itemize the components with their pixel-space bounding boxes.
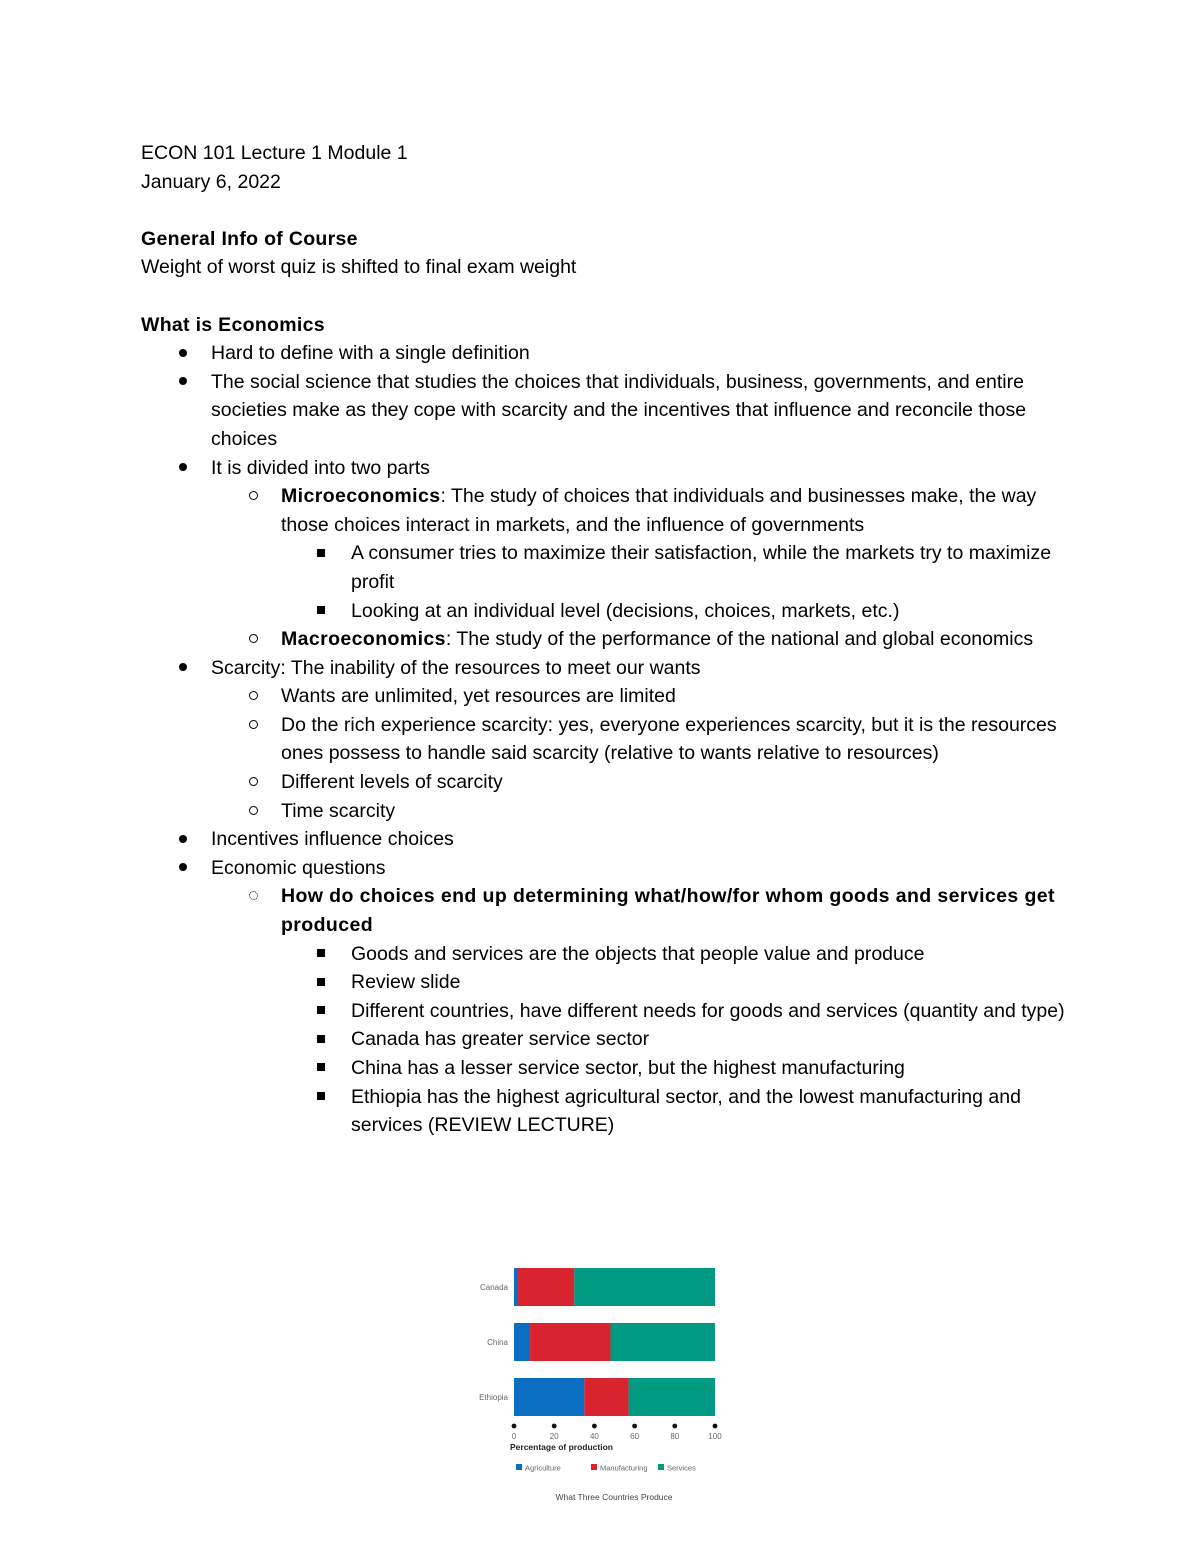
list-item: A consumer tries to maximize their satisfaction, while the markets try to maximize profit [281, 539, 1071, 596]
bullet-circle-icon [243, 882, 263, 911]
bar-ethiopia-agriculture [514, 1378, 584, 1416]
section-heading-general-info: General Info of Course [141, 227, 358, 250]
bar-canada-agriculture [514, 1268, 518, 1306]
bar-china-services [610, 1323, 715, 1361]
bullet-square-icon [311, 1054, 331, 1083]
economics-bullet-list [141, 339, 1071, 1140]
document-body [141, 139, 1071, 1140]
term-macroeconomics: Macroeconomics [281, 628, 446, 651]
x-tick-dot-80 [672, 1424, 677, 1429]
legend-swatch-agriculture [516, 1464, 522, 1470]
section-heading-what-is-economics: What is Economics [141, 313, 325, 336]
bullet-circle-icon [243, 625, 263, 654]
bullet-square-icon [311, 1025, 331, 1054]
bullet-disc-icon [173, 339, 193, 368]
list-item: Different levels of scarcity [211, 768, 1071, 797]
list-item: Canada has greater service sector [281, 1025, 1071, 1054]
legend-label-services: Services [667, 1463, 696, 1473]
bar-china-manufacturing [530, 1323, 610, 1361]
list-item: Review slide [281, 968, 1071, 997]
category-label-china: China [487, 1338, 508, 1347]
category-label-canada: Canada [479, 1283, 508, 1292]
bullet-disc-icon [173, 654, 193, 683]
list-item: Do the rich experience scarcity: yes, everyone experiences scarcity, but it is the resources ones possess to handle said scarcity (relative to wants relative to resources) [211, 711, 1071, 768]
bullet-circle-icon [243, 482, 263, 511]
general-info-text: Weight of worst quiz is shifted to final exam weight [141, 256, 577, 279]
x-tick-label-20: 20 [549, 1432, 559, 1441]
list-item: Microeconomics: The study of choices that individuals and businesses make, the way those choices interact in markets, and the influence of governments A consumer tries to maximize their satisfaction, while the markets try to maximize profit Looking at an individual level (decisions, choices, markets, etc.) [211, 482, 1071, 625]
list-item: Scarcity: The inability of the resources to meet our wants Wants are unlimited, yet resources are limited Do the rich experience scarcity: yes, everyone experiences scarcity, but it is the resources ones possess to handle said scarcity (relative to wants relative to resources) Different levels of scarcity Time scarcity [141, 654, 1071, 826]
legend-label-agriculture: Agriculture [525, 1463, 561, 1473]
chart-caption: What Three Countries Produce [555, 1492, 673, 1502]
list-item: Wants are unlimited, yet resources are limited [211, 682, 1071, 711]
list-item: The social science that studies the choices that individuals, business, governments, and entire societies make as they cope with scarcity and the incentives that influence and reconcile those choices [141, 368, 1071, 454]
bullet-disc-icon [173, 825, 193, 854]
bullet-square-icon [311, 597, 331, 626]
x-tick-label-0: 0 [511, 1432, 517, 1441]
x-tick-label-40: 40 [589, 1432, 599, 1441]
bullet-square-icon [311, 1083, 331, 1112]
legend-label-manufacturing: Manufacturing [600, 1463, 648, 1473]
bullet-circle-icon [243, 711, 263, 740]
bar-ethiopia-manufacturing [584, 1378, 628, 1416]
bar-china-agriculture [514, 1323, 530, 1361]
bar-canada-services [574, 1268, 715, 1306]
list-item: Incentives influence choices [141, 825, 1071, 854]
legend-swatch-services [658, 1464, 664, 1470]
x-tick-label-100: 100 [708, 1432, 722, 1441]
category-label-ethiopia: Ethiopia [479, 1393, 508, 1402]
bullet-circle-icon [243, 797, 263, 826]
list-item: Goods and services are the objects that people value and produce [281, 940, 1071, 969]
bullet-square-icon [311, 997, 331, 1026]
x-tick-dot-0 [512, 1424, 517, 1429]
bullet-square-icon [311, 940, 331, 969]
x-tick-dot-100 [713, 1424, 718, 1429]
list-item: Hard to define with a single definition [141, 339, 1071, 368]
list-item: Time scarcity [211, 797, 1071, 826]
x-tick-dot-40 [592, 1424, 597, 1429]
x-tick-label-60: 60 [630, 1432, 640, 1441]
list-item: Ethiopia has the highest agricultural sector, and the lowest manufacturing and services (REVIEW LECTURE) [281, 1083, 1071, 1140]
list-item: China has a lesser service sector, but the highest manufacturing [281, 1054, 1071, 1083]
list-item: Looking at an individual level (decisions, choices, markets, etc.) [281, 597, 1071, 626]
list-item: It is divided into two parts Microeconomics: The study of choices that individuals and businesses make, the way those choices interact in markets, and the influence of governments A consumer tries to maximize their satisfaction, while the markets try to maximize profit Looking at an individual level (decisions, choices, markets, etc.) Macroeconomics: The study of the performance of the national and global economics [141, 454, 1071, 654]
doc-date: January 6, 2022 [141, 170, 281, 193]
bar-ethiopia-services [629, 1378, 715, 1416]
term-microeconomics: Microeconomics [281, 485, 441, 508]
x-axis-label: Percentage of production [510, 1442, 613, 1452]
bullet-circle-icon [243, 682, 263, 711]
list-item [211, 882, 1071, 1139]
bullet-disc-icon [173, 854, 193, 883]
bar-canada-manufacturing [518, 1268, 574, 1306]
production-chart-svg [470, 1255, 740, 1505]
x-tick-dot-60 [632, 1424, 637, 1429]
list-item: Different countries, have different needs for goods and services (quantity and type) [281, 997, 1071, 1026]
economic-question-heading: How do choices end up determining what/how/for whom goods and services get produced [281, 885, 1055, 937]
doc-title: ECON 101 Lecture 1 Module 1 [141, 142, 408, 164]
bullet-disc-icon [173, 454, 193, 483]
list-item: Economic questions How do choices end up determining what/how/for whom goods and services get produced Goods and services are the objects that people value and produce Review slide Different countries, have different needs for goods and services (quantity and type) Canada has greater service sector China has a lesser service sector, but the highest manufacturing Ethiopia has the highest agricultural sector, and the lowest manufacturing and services (REVIEW LECTURE) [141, 854, 1071, 1140]
bullet-square-icon [311, 539, 331, 568]
list-item: Macroeconomics: The study of the performance of the national and global economics [211, 625, 1071, 654]
legend-swatch-manufacturing [591, 1464, 597, 1470]
production-chart [470, 1255, 740, 1505]
bullet-square-icon [311, 968, 331, 997]
x-tick-dot-20 [552, 1424, 557, 1429]
bullet-circle-icon [243, 768, 263, 797]
x-tick-label-80: 80 [670, 1432, 680, 1441]
bullet-disc-icon [173, 368, 193, 397]
